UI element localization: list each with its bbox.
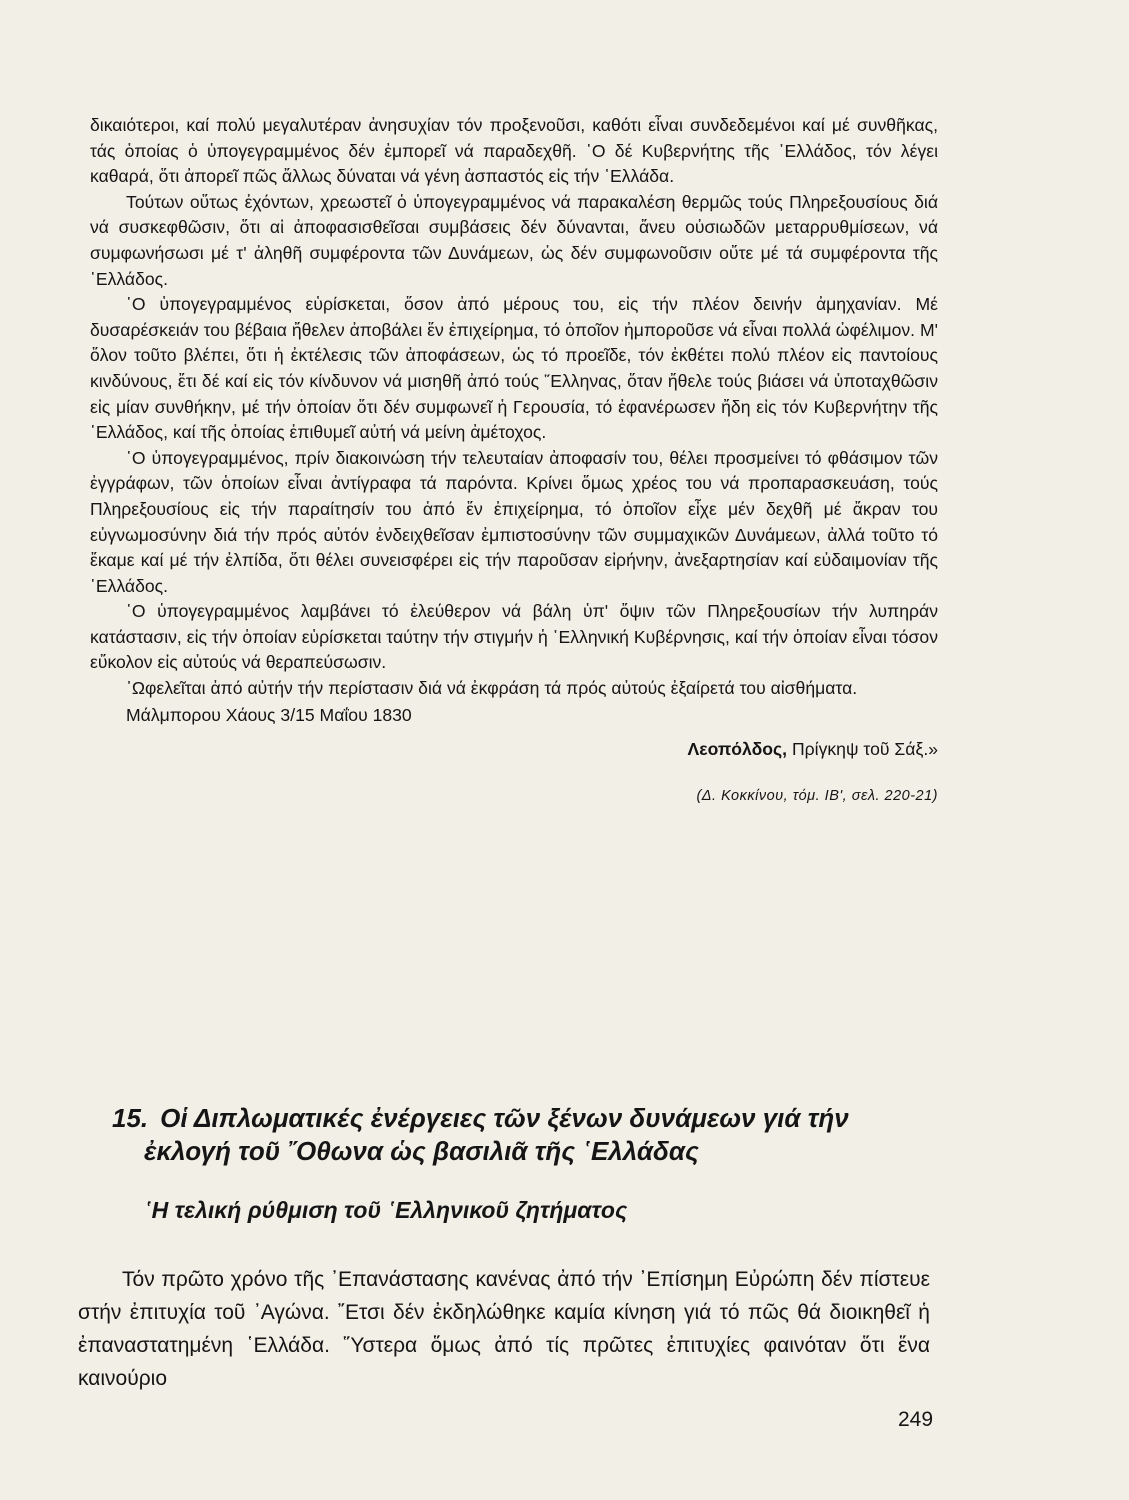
letter-paragraph: ῾Ο ὑπογεγραμμένος, πρίν διακοινώση τήν τελευταίαν ἀποφασίν του, θέλει προσμείνει τό φθάσιμον τῶν ἐγγράφων, τῶν ὁποίων εἶναι ἀντίγραφα τά παρόντα. Κρίνει ὅμως χρέος του νά προπαρασκευάση, τούς Πληρεξουσίους εἰς τήν παραίτησίν του ἀπό ἕν ἐπιχείρημα, τό ὁποῖον εἶχε μέν δεχθῆ μέ ἄκραν του εὐγνωμοσύνην διά τήν πρός αὐτόν ἐνδειχθεῖσαν ἐμπιστοσύνην τῶν συμμαχικῶν Δυνάμεων, ἀλλά τοῦτο τό ἔκαμε καί μέ τήν ἐλπίδα, ὅτι θέλει συνεισφέρει εἰς τήν παροῦσαν εἰρήνην, ἀνεξαρτησίαν καί εὐδαιμονίαν τῆς ῾Ελλάδος. [90,447,938,596]
section-number: 15. [112,1103,149,1133]
letter-signature [90,736,938,762]
section-title-line1: Οἱ Διπλωματικές ἐνέργειες τῶν ξένων δυνάμεων γιά τήν [160,1103,849,1133]
letter-paragraph: ῾Ο ὑπογεγραμμένος λαμβάνει τό ἐλεύθερον νά βάλη ὑπ' ὄψιν τῶν Πληρεξουσίων τήν λυπηράν κατάστασιν, εἰς τήν ὁποίαν εὑρίσκεται ταύτην τήν στιγμήν ἡ ῾Ελληνική Κυβέρνησις, καί τήν ὁποίαν εἶναι τόσον εὔκολον εἰς αὐτούς νά θεραπεύσωσιν. [90,601,938,673]
letter-dateline: Μάλμπορου Χάους 3/15 Μαΐου 1830 [126,704,412,725]
section-title-line2: ἐκλογή τοῦ ῎Οθωνα ὡς βασιλιᾶ τῆς ῾Ελλάδας [144,1136,699,1166]
letter-paragraph: ᾿Ωφελεῖται ἀπό αὐτήν τήν περίστασιν διά νά ἐκφράση τά πρός αὐτούς ἐξαίρετά του αἰσθήματα. [126,678,858,699]
section-title [112,1102,942,1168]
letter-paragraph: δικαιότεροι, καί πολύ μεγαλυτέραν ἀνησυχίαν τόν προξενοῦσι, καθότι εἶναι συνδεδεμένοι καί μέ συνθῆκας, τάς ὁποίας ὁ ὑπογεγραμμένος δέν ἐμπορεῖ νά παραδεχθῆ. ῾Ο δέ Κυβερνήτης τῆς ῾Ελλάδος, τόν λέγει καθαρά, ὅτι ἀπορεῖ πῶς ἄλλως δύναται νά γένη ἀσπαστός εἰς τήν ῾Ελλάδα. [90,115,938,187]
section-subtitle: ῾Η τελική ρύθμιση τοῦ ῾Ελληνικοῦ ζητήματος [144,1197,628,1223]
letter-text [90,113,938,804]
section-body-text: Τόν πρῶτο χρόνο τῆς ᾿Επανάστασης κανένας ἀπό τήν ᾿Επίσημη Εὐρώπη δέν πίστευε στήν ἐπιτυχία τοῦ ᾿Αγώνα. ῎Ετσι δέν ἐκδηλώθηκε καμία κίνηση γιά τό πῶς θά διοικηθεῖ ἡ ἐπαναστατημένη ῾Ελλάδα. ῞Υστερα ὅμως ἀπό τίς πρῶτες ἐπιτυχίες φαινόταν ὅτι ἕνα καινούριο [78,1268,930,1390]
page-number: 249 [898,1408,934,1431]
signature-title: Πρίγκηψ τοῦ Σάξ.» [787,738,938,759]
letter-paragraph: ῾Ο ὑπογεγραμμένος εὑρίσκεται, ὅσον ἀπό μέρους του, εἰς τήν πλέον δεινήν ἀμηχανίαν. Μέ δυσαρέσκειάν του βέβαια ἤθελεν ἀποβάλει ἕν ἐπιχείρημα, τό ὁποῖον ἠμποροῦσε νά εἶναι πολλά ὠφέλιμον. Μ' ὅλον τοῦτο βλέπει, ὅτι ἡ ἐκτέλεσις τῶν ἀποφάσεων, ὡς τό προεῖδε, τόν ἐκθέτει πολύ πλέον εἰς παντοίους κινδύνους, ἔτι δέ καί εἰς τόν κίνδυνον νά μισηθῆ ἀπό τούς ῞Ελληνας, ὅταν ἤθελε τούς βιάσει νά ὑποταχθῶσιν εἰς μίαν συνθήκην, μέ τήν ὁποίαν ὅτι δέν συμφωνεῖ ἡ Γερουσία, τό ἐφανέρωσεν ἤδη εἰς τόν Κυβερνήτην τῆς ῾Ελλάδος, καί τῆς ὁποίας ἐπιθυμεῖ αὐτή νά μείνη ἀμέτοχος. [90,294,938,443]
letter-paragraph: Τούτων οὕτως ἐχόντων, χρεωστεῖ ὁ ὑπογεγραμμένος νά παρακαλέση θερμῶς τούς Πληρεξουσίους διά νά συσκεφθῶσιν, ὅτι αἱ ἀποφασισθεῖσαι συμβάσεις δέν δύνανται, ἄνευ οὐσιωδῶν μεταρρυθμίσεων, νά συμφωνήσωσι μέ τ' ἀληθῆ συμφέροντα τῶν Δυνάμεων, ὡς δέν συμφωνοῦσιν οὔτε μέ τά συμφέροντα τῆς ῾Ελλάδος. [90,191,938,289]
signature-name: Λεοπόλδος, [687,738,788,759]
source-citation: (Δ. Κοκκίνου, τόμ. ΙΒ', σελ. 220-21) [696,787,938,804]
